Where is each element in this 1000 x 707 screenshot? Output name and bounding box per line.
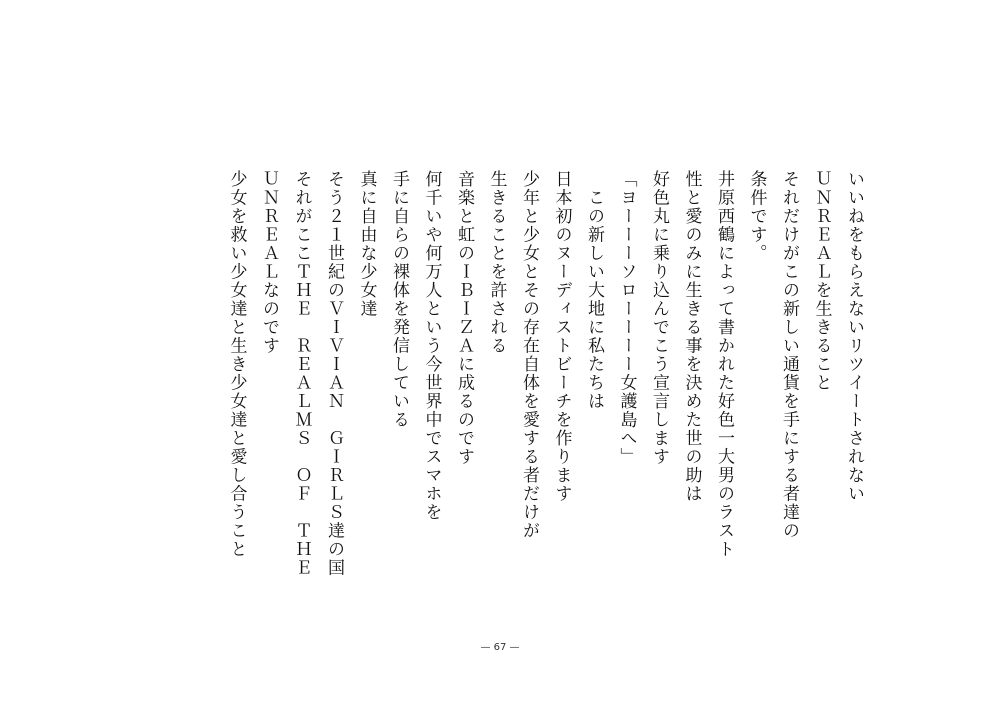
text-line: それがここＴＨＥ ＲＥＡＬＭＳ ＯＦ ＴＨＥ — [291, 170, 312, 577]
text-line: この新しい大地に私たちは — [584, 170, 604, 411]
text-line: それだけがこの新しい通貨を手にする者達の — [779, 170, 799, 540]
vertical-text-body — [220, 170, 870, 577]
text-line: 井原西鶴によって書かれた好色一大男のラスト — [714, 170, 734, 559]
text-line: 生きることを許される — [486, 170, 507, 355]
text-line: 手に自らの裸体を発信している — [389, 170, 409, 429]
text-line: ＵＮＲＥＡＬなのです — [259, 170, 279, 355]
text-line: 少女を救い少女達と生き少女達と愛し合うこと — [226, 170, 247, 559]
text-line: 日本初のヌーディストビーチを作ります — [551, 170, 572, 503]
text-line: いいねをもらえないリツイートされない — [844, 170, 864, 503]
text-line: 何千いや何万人という今世界中でスマホを — [421, 170, 442, 522]
text-line: 好色丸に乗り込んでこう宣言します — [649, 170, 669, 466]
text-line: 音楽と虹のＩＢＩＺＡに成るのです — [454, 170, 474, 466]
text-line: 性と愛のみに生きる事を決めた世の助は — [681, 170, 702, 503]
text-line: 条件です。 — [746, 170, 767, 263]
text-line: 少年と少女とその存在自体を愛する者だけが — [519, 170, 539, 540]
text-line: そう２１世紀のＶＩＶＩＡＮ ＧＩＲＬＳ達の国 — [324, 170, 344, 577]
text-line: 真に自由な少女達 — [356, 170, 377, 318]
page-number: — 67 — — [480, 642, 520, 653]
text-line: ＵＮＲＥＡＬを生きること — [811, 170, 832, 392]
text-line: 「ヨーーーソローーーー女護島へ」 — [616, 170, 637, 466]
